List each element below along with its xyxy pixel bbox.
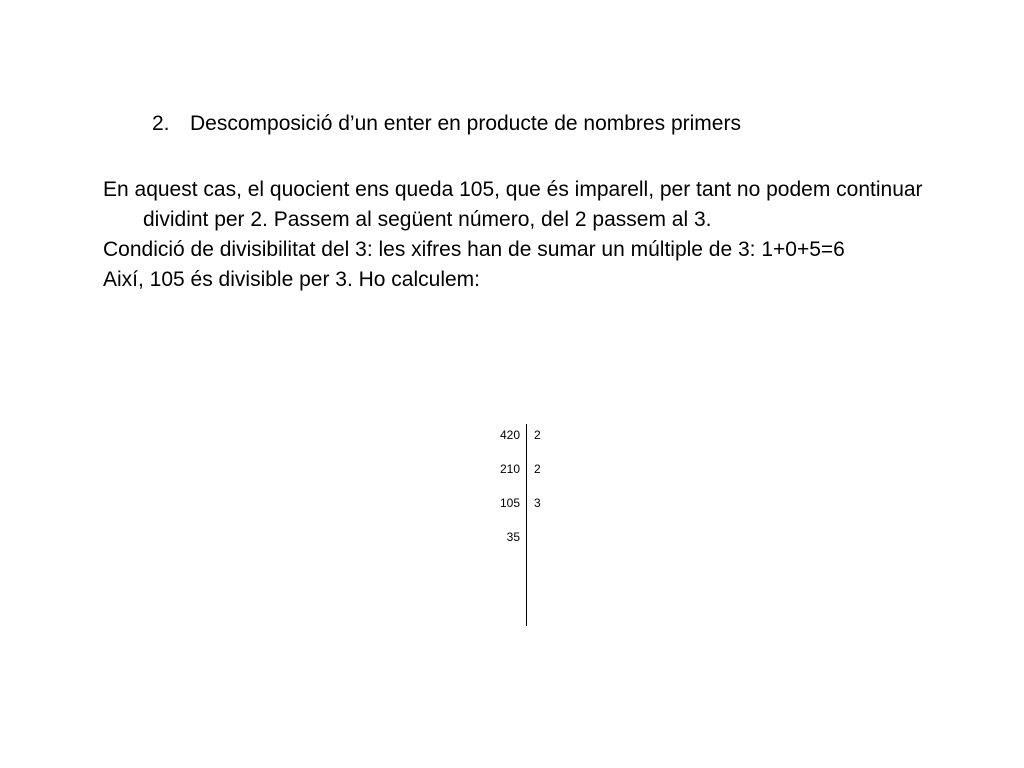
division-vertical-line: [526, 424, 527, 626]
prime-factorization-table: [470, 424, 560, 626]
section-number: 2.: [152, 112, 170, 135]
paragraph-quotient: En aquest cas, el quocient ens queda 105, que és imparell, per tant no podem continuar dividint per 2. Passem al següent número, del 2 passem al 3.: [103, 178, 923, 231]
dividend-value: 420: [499, 428, 520, 442]
dividend-value: 105: [499, 496, 520, 510]
explanation-text: [103, 175, 963, 295]
dividend-value: 210: [499, 462, 520, 476]
divisor-value: 2: [534, 462, 541, 476]
section-heading: [152, 111, 741, 137]
section-title: Descomposició d’un enter en producte de nombres primers: [190, 112, 741, 135]
paragraph-divisibility-rule: Condició de divisibilitat del 3: les xifres han de sumar un múltiple de 3: 1+0+5=6: [103, 238, 845, 261]
dividend-value: 35: [506, 530, 520, 544]
divisor-value: 3: [534, 496, 541, 510]
divisor-value: 2: [534, 428, 541, 442]
paragraph-conclusion: Així, 105 és divisible per 3. Ho calculem:: [103, 268, 481, 291]
